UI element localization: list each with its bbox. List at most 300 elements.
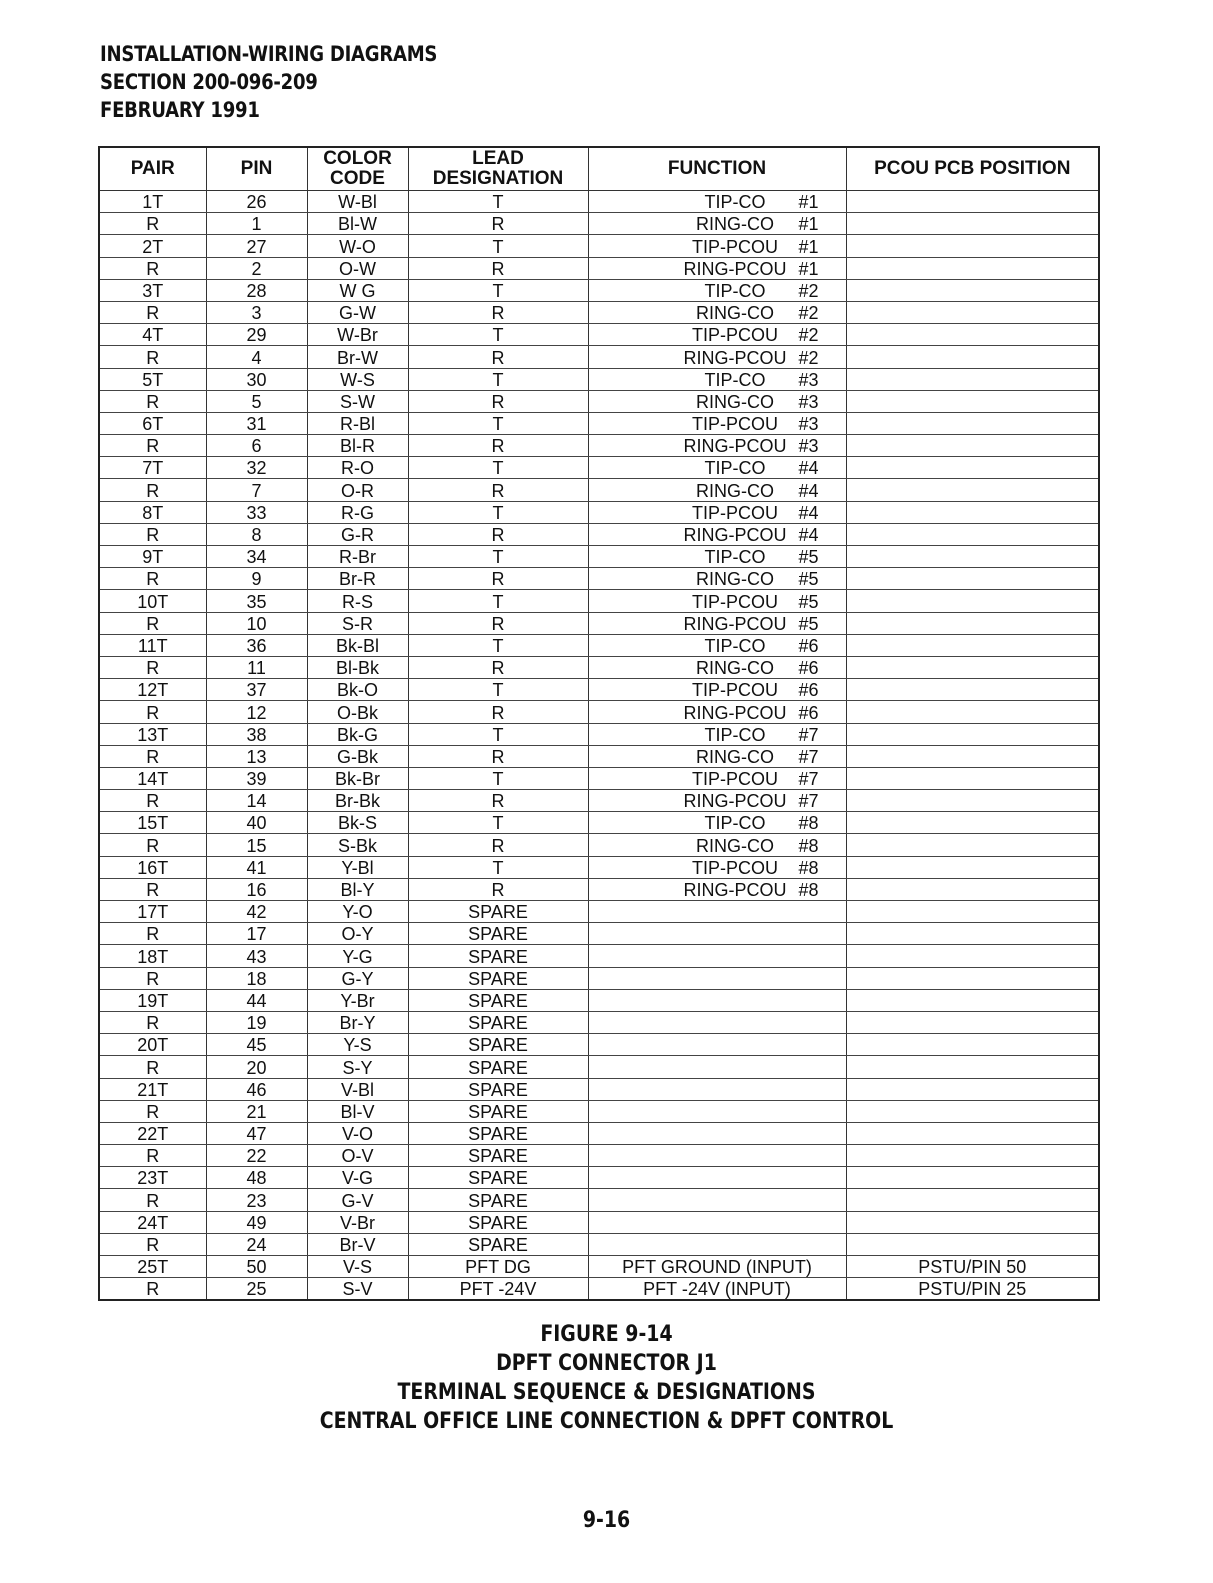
header-pcou-pcb-position: PCOU PCB POSITION xyxy=(846,147,1099,191)
cell-lead-designation: SPARE xyxy=(408,989,588,1011)
cell-color-code: G-Y xyxy=(307,967,408,989)
function-name: RING-PCOU xyxy=(683,525,787,545)
table-row xyxy=(99,767,1099,789)
cell-pin: 3 xyxy=(206,301,307,323)
cell-pair: R xyxy=(99,1100,206,1122)
cell-pair: 9T xyxy=(99,546,206,568)
function-name: TIP-PCOU xyxy=(691,680,778,701)
cell-function xyxy=(588,679,846,701)
cell-function xyxy=(588,656,846,678)
table-row xyxy=(99,989,1099,1011)
cell-lead-designation: PFT -24V xyxy=(408,1278,588,1301)
function-number: #5 xyxy=(798,591,819,612)
cell-lead-designation: SPARE xyxy=(408,1078,588,1100)
function-number: #3 xyxy=(798,369,819,390)
cell-lead-designation: R xyxy=(408,390,588,412)
cell-color-code: R-S xyxy=(307,590,408,612)
table-row xyxy=(99,1278,1099,1301)
cell-color-code: V-S xyxy=(307,1256,408,1278)
function-number: #6 xyxy=(798,658,819,679)
function-name: TIP-PCOU xyxy=(691,414,778,435)
function-number: #8 xyxy=(798,857,819,878)
cell-lead-designation: T xyxy=(408,501,588,523)
cell-pcou-pcb-position xyxy=(846,1167,1099,1189)
cell-color-code: Y-Bl xyxy=(307,856,408,878)
cell-lead-designation: R xyxy=(408,701,588,723)
function-name: TIP-CO xyxy=(704,369,766,390)
function-number: #5 xyxy=(798,547,819,568)
function-number: #6 xyxy=(798,635,819,656)
cell-pin: 18 xyxy=(206,967,307,989)
cell-pcou-pcb-position xyxy=(846,945,1099,967)
cell-function xyxy=(588,501,846,523)
cell-pin: 14 xyxy=(206,790,307,812)
figure-description: CENTRAL OFFICE LINE CONNECTION & DPFT CONTROL xyxy=(319,1409,894,1434)
cell-pin: 28 xyxy=(206,279,307,301)
table-body xyxy=(99,191,1099,1301)
cell-pcou-pcb-position xyxy=(846,1100,1099,1122)
cell-lead-designation: T xyxy=(408,546,588,568)
cell-pcou-pcb-position xyxy=(846,435,1099,457)
table-row xyxy=(99,213,1099,235)
cell-function xyxy=(588,279,846,301)
table-row xyxy=(99,1011,1099,1033)
cell-function xyxy=(588,546,846,568)
cell-pin: 43 xyxy=(206,945,307,967)
cell-pair: 8T xyxy=(99,501,206,523)
function-name: RING-CO xyxy=(695,303,774,324)
function-name: TIP-CO xyxy=(704,724,766,745)
function-number: #4 xyxy=(798,458,819,479)
cell-lead-designation: T xyxy=(408,279,588,301)
cell-lead-designation: SPARE xyxy=(408,1056,588,1078)
cell-pcou-pcb-position xyxy=(846,235,1099,257)
cell-pair: R xyxy=(99,967,206,989)
cell-pair: 20T xyxy=(99,1034,206,1056)
cell-color-code: W-S xyxy=(307,368,408,390)
cell-pin: 34 xyxy=(206,546,307,568)
cell-pcou-pcb-position xyxy=(846,1233,1099,1255)
table-row xyxy=(99,1078,1099,1100)
cell-pcou-pcb-position xyxy=(846,723,1099,745)
cell-pair: 25T xyxy=(99,1256,206,1278)
cell-function xyxy=(588,989,846,1011)
cell-function xyxy=(588,301,846,323)
cell-pin: 41 xyxy=(206,856,307,878)
cell-color-code: Bl-W xyxy=(307,213,408,235)
cell-pair: 11T xyxy=(99,634,206,656)
header-color-code: COLOR CODE xyxy=(307,147,408,191)
table-row xyxy=(99,590,1099,612)
cell-lead-designation: SPARE xyxy=(408,945,588,967)
cell-pair: R xyxy=(99,479,206,501)
cell-color-code: Y-O xyxy=(307,901,408,923)
function-name: TIP-PCOU xyxy=(691,857,778,878)
cell-pair: 23T xyxy=(99,1167,206,1189)
cell-function xyxy=(588,723,846,745)
cell-lead-designation: T xyxy=(408,324,588,346)
cell-pair: 10T xyxy=(99,590,206,612)
cell-pair: 2T xyxy=(99,235,206,257)
function-name: TIP-CO xyxy=(704,547,766,568)
cell-pcou-pcb-position xyxy=(846,878,1099,900)
table-row xyxy=(99,523,1099,545)
cell-lead-designation: R xyxy=(408,301,588,323)
cell-function xyxy=(588,856,846,878)
cell-pin: 23 xyxy=(206,1189,307,1211)
cell-pin: 16 xyxy=(206,878,307,900)
cell-pin: 25 xyxy=(206,1278,307,1301)
cell-pin: 5 xyxy=(206,390,307,412)
cell-lead-designation: T xyxy=(408,679,588,701)
table-row xyxy=(99,656,1099,678)
function-number: #8 xyxy=(798,880,819,900)
cell-color-code: Y-S xyxy=(307,1034,408,1056)
cell-function xyxy=(588,257,846,279)
function-name: TIP-CO xyxy=(704,192,766,213)
cell-lead-designation: T xyxy=(408,457,588,479)
cell-function xyxy=(588,479,846,501)
function-number: #7 xyxy=(798,769,819,790)
cell-pair: R xyxy=(99,656,206,678)
cell-pin: 6 xyxy=(206,435,307,457)
cell-function xyxy=(588,390,846,412)
function-name: RING-PCOU xyxy=(683,702,787,723)
cell-function xyxy=(588,612,846,634)
cell-pair: R xyxy=(99,257,206,279)
function-name: TIP-PCOU xyxy=(691,769,778,790)
cell-pcou-pcb-position xyxy=(846,1078,1099,1100)
cell-pin: 4 xyxy=(206,346,307,368)
cell-function xyxy=(588,1122,846,1144)
cell-color-code: O-W xyxy=(307,257,408,279)
cell-pcou-pcb-position xyxy=(846,301,1099,323)
cell-pair: R xyxy=(99,745,206,767)
cell-function xyxy=(588,767,846,789)
cell-lead-designation: SPARE xyxy=(408,1034,588,1056)
function-name: RING-PCOU xyxy=(683,791,787,812)
cell-pin: 40 xyxy=(206,812,307,834)
cell-pin: 15 xyxy=(206,834,307,856)
table-row xyxy=(99,701,1099,723)
cell-function xyxy=(588,457,846,479)
cell-pin: 37 xyxy=(206,679,307,701)
cell-pair: R xyxy=(99,213,206,235)
function-name: RING-CO xyxy=(695,569,774,590)
function-number: #3 xyxy=(798,414,819,435)
cell-pin: 2 xyxy=(206,257,307,279)
cell-pcou-pcb-position xyxy=(846,1034,1099,1056)
cell-pcou-pcb-position xyxy=(846,612,1099,634)
cell-function xyxy=(588,1034,846,1056)
cell-pin: 20 xyxy=(206,1056,307,1078)
function-number: #2 xyxy=(798,347,819,368)
header-lead-designation: LEAD DESIGNATION xyxy=(408,147,588,191)
cell-color-code: V-O xyxy=(307,1122,408,1144)
cell-lead-designation: R xyxy=(408,656,588,678)
cell-lead-designation: T xyxy=(408,412,588,434)
function-number: #1 xyxy=(798,214,819,235)
cell-pcou-pcb-position xyxy=(846,590,1099,612)
cell-color-code: Br-V xyxy=(307,1233,408,1255)
cell-pair: 21T xyxy=(99,1078,206,1100)
cell-pcou-pcb-position xyxy=(846,501,1099,523)
cell-color-code: S-Y xyxy=(307,1056,408,1078)
cell-pair: R xyxy=(99,834,206,856)
cell-color-code: Bl-Bk xyxy=(307,656,408,678)
cell-lead-designation: SPARE xyxy=(408,1189,588,1211)
cell-pin: 50 xyxy=(206,1256,307,1278)
cell-function xyxy=(588,1056,846,1078)
cell-pcou-pcb-position xyxy=(846,834,1099,856)
cell-lead-designation: R xyxy=(408,213,588,235)
cell-pair: 24T xyxy=(99,1211,206,1233)
function-name: RING-CO xyxy=(695,480,774,501)
cell-lead-designation: T xyxy=(408,767,588,789)
cell-function xyxy=(588,1278,846,1301)
cell-pair: 3T xyxy=(99,279,206,301)
cell-pair: 18T xyxy=(99,945,206,967)
table-row xyxy=(99,1122,1099,1144)
cell-pair: R xyxy=(99,790,206,812)
cell-color-code: Bl-V xyxy=(307,1100,408,1122)
cell-pcou-pcb-position: PSTU/PIN 25 xyxy=(846,1278,1099,1301)
cell-pin: 44 xyxy=(206,989,307,1011)
cell-pair: R xyxy=(99,1189,206,1211)
cell-color-code: Bk-S xyxy=(307,812,408,834)
page-number xyxy=(0,1508,1213,1533)
cell-function xyxy=(588,878,846,900)
table-row xyxy=(99,324,1099,346)
table-row xyxy=(99,945,1099,967)
cell-color-code: G-Bk xyxy=(307,745,408,767)
header-pair: PAIR xyxy=(99,147,206,191)
cell-function xyxy=(588,324,846,346)
wiring-table xyxy=(98,146,1100,1301)
cell-lead-designation: R xyxy=(408,257,588,279)
cell-lead-designation: R xyxy=(408,346,588,368)
cell-pin: 9 xyxy=(206,568,307,590)
cell-pair: R xyxy=(99,1145,206,1167)
cell-pair: R xyxy=(99,346,206,368)
cell-color-code: V-Bl xyxy=(307,1078,408,1100)
cell-color-code: S-Bk xyxy=(307,834,408,856)
cell-function xyxy=(588,435,846,457)
function-number: #7 xyxy=(798,724,819,745)
cell-pin: 11 xyxy=(206,656,307,678)
cell-pcou-pcb-position xyxy=(846,457,1099,479)
table-row xyxy=(99,568,1099,590)
cell-lead-designation: R xyxy=(408,834,588,856)
header-title: INSTALLATION-WIRING DIAGRAMS xyxy=(100,42,438,66)
header-date: FEBRUARY 1991 xyxy=(100,98,260,122)
cell-pin: 32 xyxy=(206,457,307,479)
function-name: TIP-CO xyxy=(704,458,766,479)
cell-pair: R xyxy=(99,612,206,634)
function-number: #6 xyxy=(798,702,819,723)
function-number: #3 xyxy=(798,391,819,412)
table-row xyxy=(99,1145,1099,1167)
figure-caption xyxy=(0,1320,1213,1436)
cell-pin: 47 xyxy=(206,1122,307,1144)
function-number: #3 xyxy=(798,436,819,457)
table-row xyxy=(99,235,1099,257)
cell-lead-designation: T xyxy=(408,191,588,213)
table-row xyxy=(99,1034,1099,1056)
function-name: TIP-CO xyxy=(704,635,766,656)
cell-function xyxy=(588,812,846,834)
cell-pcou-pcb-position xyxy=(846,279,1099,301)
cell-color-code: S-R xyxy=(307,612,408,634)
cell-color-code: Bk-Br xyxy=(307,767,408,789)
cell-lead-designation: R xyxy=(408,790,588,812)
function-name: RING-PCOU xyxy=(683,880,787,900)
cell-pair: 7T xyxy=(99,457,206,479)
cell-lead-designation: R xyxy=(408,612,588,634)
figure-number: FIGURE 9-14 xyxy=(540,1322,673,1347)
cell-pcou-pcb-position xyxy=(846,745,1099,767)
function-name: RING-PCOU xyxy=(683,613,787,634)
cell-pcou-pcb-position xyxy=(846,679,1099,701)
cell-function xyxy=(588,1100,846,1122)
cell-color-code: Br-Y xyxy=(307,1011,408,1033)
cell-pin: 17 xyxy=(206,923,307,945)
table-row xyxy=(99,790,1099,812)
cell-lead-designation: R xyxy=(408,435,588,457)
cell-lead-designation: T xyxy=(408,634,588,656)
function-name: PFT GROUND (INPUT) xyxy=(622,1257,812,1278)
cell-pin: 27 xyxy=(206,235,307,257)
table-row xyxy=(99,901,1099,923)
table-row xyxy=(99,279,1099,301)
cell-pair: 4T xyxy=(99,324,206,346)
function-number: #1 xyxy=(798,236,819,257)
cell-pcou-pcb-position xyxy=(846,967,1099,989)
document-header xyxy=(100,40,437,124)
table-row xyxy=(99,1256,1099,1278)
cell-pcou-pcb-position xyxy=(846,546,1099,568)
table-row xyxy=(99,634,1099,656)
cell-pair: 5T xyxy=(99,368,206,390)
cell-function xyxy=(588,1189,846,1211)
function-name: RING-PCOU xyxy=(683,436,787,457)
cell-lead-designation: SPARE xyxy=(408,1100,588,1122)
cell-lead-designation: T xyxy=(408,235,588,257)
cell-pair: R xyxy=(99,523,206,545)
function-name: TIP-PCOU xyxy=(691,236,778,257)
cell-color-code: W G xyxy=(307,279,408,301)
cell-pair: R xyxy=(99,1056,206,1078)
cell-pcou-pcb-position xyxy=(846,523,1099,545)
cell-pcou-pcb-position: PSTU/PIN 50 xyxy=(846,1256,1099,1278)
cell-pin: 45 xyxy=(206,1034,307,1056)
cell-lead-designation: SPARE xyxy=(408,1122,588,1144)
function-name: RING-CO xyxy=(695,214,774,235)
cell-lead-designation: R xyxy=(408,878,588,900)
cell-function xyxy=(588,1011,846,1033)
page-number-text: 9-16 xyxy=(582,1508,631,1533)
function-number: #8 xyxy=(798,835,819,856)
cell-lead-designation: R xyxy=(408,568,588,590)
cell-color-code: O-R xyxy=(307,479,408,501)
cell-color-code: W-Br xyxy=(307,324,408,346)
function-number: #7 xyxy=(798,746,819,767)
table-row xyxy=(99,834,1099,856)
function-number: #6 xyxy=(798,680,819,701)
table-row xyxy=(99,546,1099,568)
cell-pcou-pcb-position xyxy=(846,634,1099,656)
cell-pin: 13 xyxy=(206,745,307,767)
cell-pair: R xyxy=(99,923,206,945)
cell-color-code: R-G xyxy=(307,501,408,523)
function-name: TIP-PCOU xyxy=(691,502,778,523)
cell-pin: 30 xyxy=(206,368,307,390)
cell-color-code: Y-G xyxy=(307,945,408,967)
cell-color-code: Y-Br xyxy=(307,989,408,1011)
cell-pair: R xyxy=(99,1011,206,1033)
table-row xyxy=(99,967,1099,989)
cell-color-code: Bk-O xyxy=(307,679,408,701)
cell-function xyxy=(588,1233,846,1255)
function-number: #1 xyxy=(798,192,819,213)
cell-lead-designation: SPARE xyxy=(408,901,588,923)
cell-lead-designation: R xyxy=(408,479,588,501)
cell-function xyxy=(588,745,846,767)
header-pin: PIN xyxy=(206,147,307,191)
function-name: RING-CO xyxy=(695,746,774,767)
table-row xyxy=(99,812,1099,834)
cell-pcou-pcb-position xyxy=(846,767,1099,789)
cell-pair: 19T xyxy=(99,989,206,1011)
table-row xyxy=(99,435,1099,457)
cell-pin: 12 xyxy=(206,701,307,723)
cell-pcou-pcb-position xyxy=(846,568,1099,590)
cell-pair: R xyxy=(99,701,206,723)
figure-title: DPFT CONNECTOR J1 xyxy=(496,1351,717,1376)
cell-pair: R xyxy=(99,301,206,323)
cell-function xyxy=(588,901,846,923)
cell-lead-designation: SPARE xyxy=(408,1211,588,1233)
cell-pin: 38 xyxy=(206,723,307,745)
cell-pin: 26 xyxy=(206,191,307,213)
cell-pcou-pcb-position xyxy=(846,368,1099,390)
function-number: #2 xyxy=(798,280,819,301)
cell-function xyxy=(588,1145,846,1167)
cell-function xyxy=(588,590,846,612)
function-number: #1 xyxy=(798,258,819,279)
cell-lead-designation: T xyxy=(408,368,588,390)
cell-color-code: O-Bk xyxy=(307,701,408,723)
cell-function xyxy=(588,191,846,213)
cell-color-code: G-V xyxy=(307,1189,408,1211)
table-row xyxy=(99,723,1099,745)
cell-color-code: R-O xyxy=(307,457,408,479)
function-name: PFT -24V (INPUT) xyxy=(643,1279,791,1300)
function-number: #5 xyxy=(798,569,819,590)
cell-pin: 7 xyxy=(206,479,307,501)
cell-pair: 14T xyxy=(99,767,206,789)
cell-lead-designation: R xyxy=(408,523,588,545)
cell-pcou-pcb-position xyxy=(846,1145,1099,1167)
cell-color-code: O-V xyxy=(307,1145,408,1167)
cell-pin: 36 xyxy=(206,634,307,656)
table-row xyxy=(99,856,1099,878)
cell-pair: R xyxy=(99,1278,206,1301)
cell-color-code: W-O xyxy=(307,235,408,257)
table-row xyxy=(99,257,1099,279)
cell-function xyxy=(588,213,846,235)
cell-function xyxy=(588,1256,846,1278)
